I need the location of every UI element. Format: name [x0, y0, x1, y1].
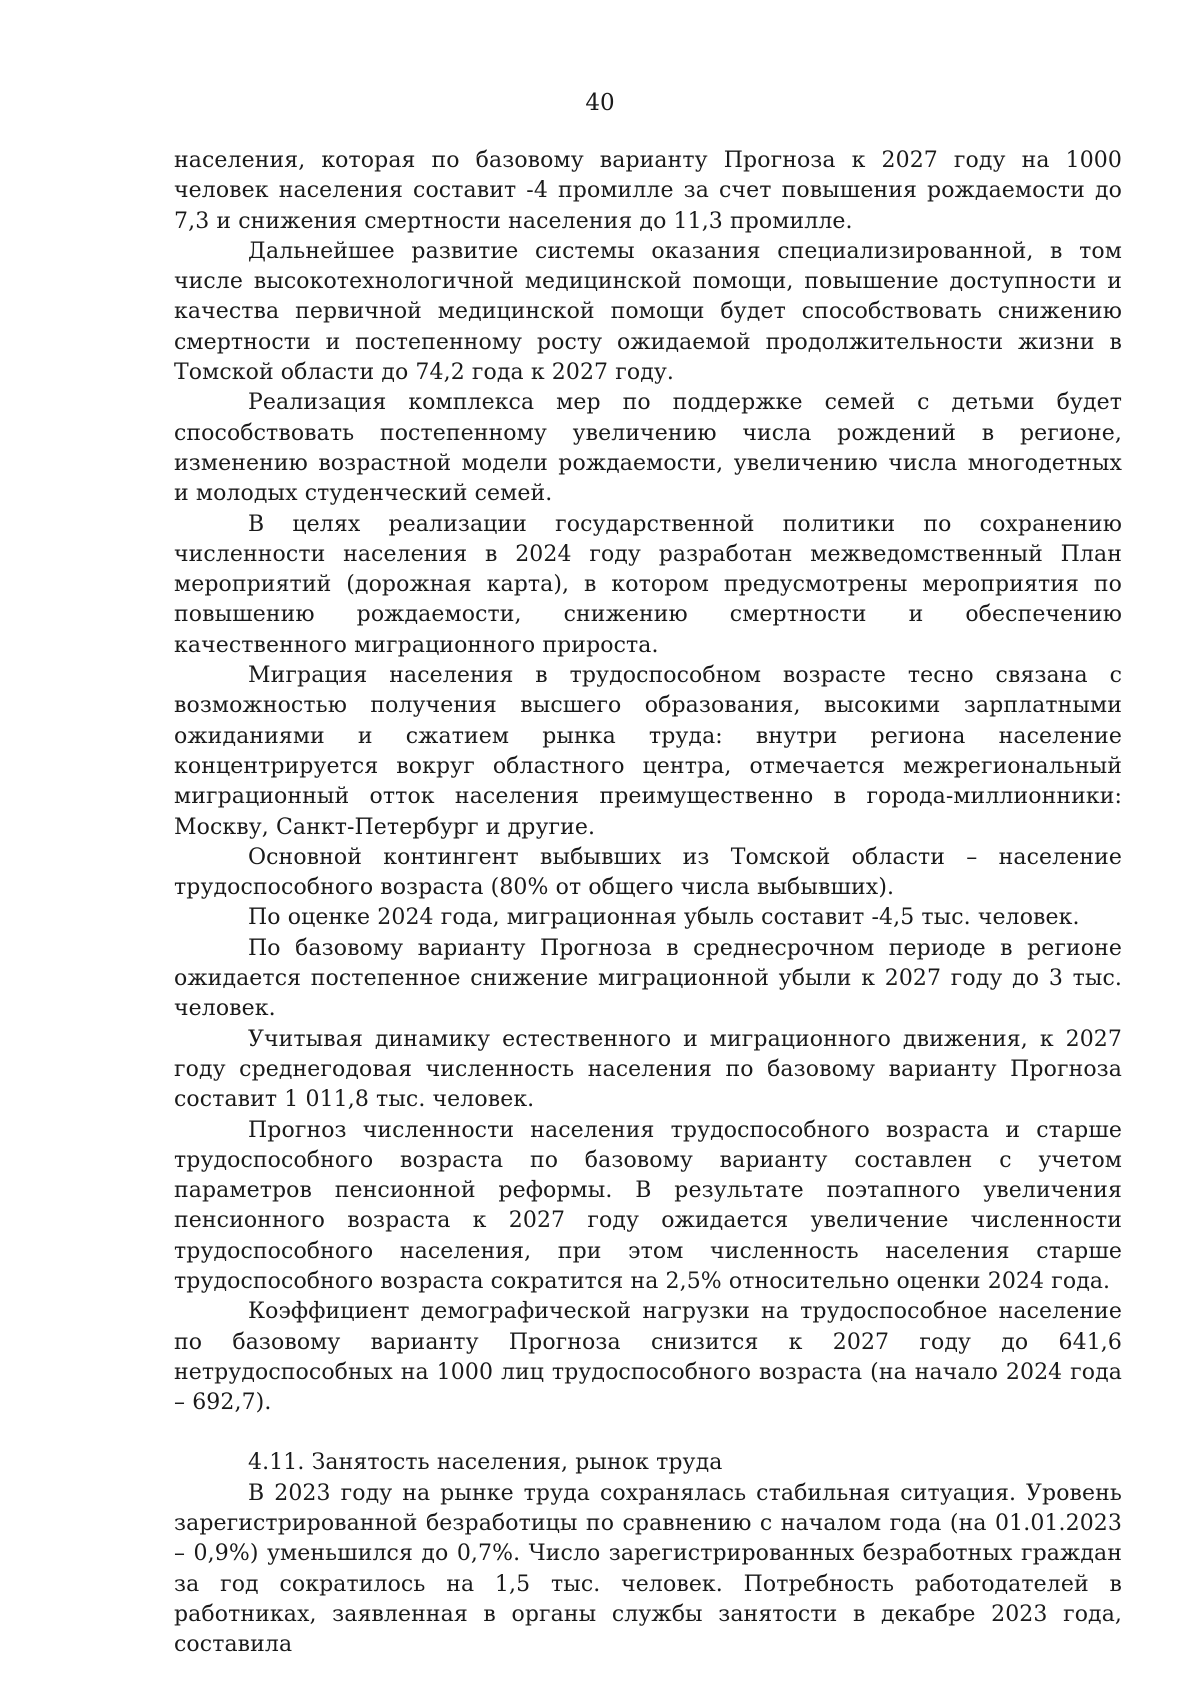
section-paragraph: В 2023 году на рынке труда сохранялась стабильная ситуация. Уровень зарегистрированной безработицы по сравнению с началом года (на 01.01.2023 – 0,9%) уменьшился до 0,7%. Число зарегистрированных безработных граждан за год сократилось на 1,5 тыс. человек. Потребность работодателей в работниках, заявленная в органы службы занятости в декабре 2023 года, составила [174, 1480, 1122, 1658]
paragraph: Основной контингент выбывших из Томской области – население трудоспособного возраста (80% от общего числа выбывших). [174, 844, 1122, 901]
paragraph: Коэффициент демографической нагрузки на трудоспособное население по базовому варианту Прогноза снизится к 2027 году до 641,6 нетрудоспособных на 1000 лиц трудоспособного возраста (на начало 2024 года – 692,7). [174, 1299, 1122, 1416]
paragraph: Реализация комплекса мер по поддержке семей с детьми будет способствовать постепенному увеличению числа рождений в регионе, изменению возрастной модели рождаемости, увеличению числа многодетных и молодых студенческий семей. [174, 390, 1122, 507]
paragraph: Дальнейшее развитие системы оказания специализированной, в том числе высокотехнологичной медицинской помощи, повышение доступности и качества первичной медицинской помощи будет способствовать снижению смертности и постепенному росту ожидаемой продолжительности жизни в Томской области до 74,2 года к 2027 году. [174, 238, 1122, 386]
section-heading: 4.11. Занятость населения, рынок труда [248, 1450, 723, 1476]
paragraph: Учитывая динамику естественного и миграционного движения, к 2027 году среднегодовая численность населения по базовому варианту Прогноза составит 1 011,8 тыс. человек. [174, 1026, 1122, 1113]
paragraph: По оценке 2024 года, миграционная убыль составит -4,5 тыс. человек. [248, 905, 1080, 931]
page-number: 40 [585, 90, 615, 116]
paragraph: Прогноз численности населения трудоспособного возраста и старше трудоспособного возраста по базовому варианту составлен с учетом параметров пенсионной реформы. В результате поэтапного увеличения пенсионного возраста к 2027 году ожидается увеличение численности трудоспособного населения, при этом численность населения старше трудоспособного возраста сократится на 2,5% относительно оценки 2024 года. [174, 1117, 1122, 1294]
paragraph: Миграция населения в трудоспособном возрасте тесно связана с возможностью получения высшего образования, высокими зарплатными ожиданиями и сжатием рынка труда: внутри региона население концентрируется вокруг областного центра, отмечается межрегиональный миграционный отток населения преимущественно в города-миллионники: Москву, Санкт-Петербург и другие. [174, 663, 1122, 840]
document-body [174, 146, 1122, 1661]
paragraph: населения, которая по базовому варианту Прогноза к 2027 году на 1000 человек населения составит -4 промилле за счет повышения рождаемости до 7,3 и снижения смертности населения до 11,3 промилле. [174, 148, 1122, 234]
paragraph: В целях реализации государственной политики по сохранению численности населения в 2024 году разработан межведомственный План мероприятий (дорожная карта), в котором предусмотрены мероприятия по повышению рождаемости, снижению смертности и обеспечению качественного миграционного прироста. [174, 511, 1122, 658]
paragraph: По базовому варианту Прогноза в среднесрочном периоде в регионе ожидается постепенное снижение миграционной убыли к 2027 году до 3 тыс. человек. [174, 935, 1122, 1022]
